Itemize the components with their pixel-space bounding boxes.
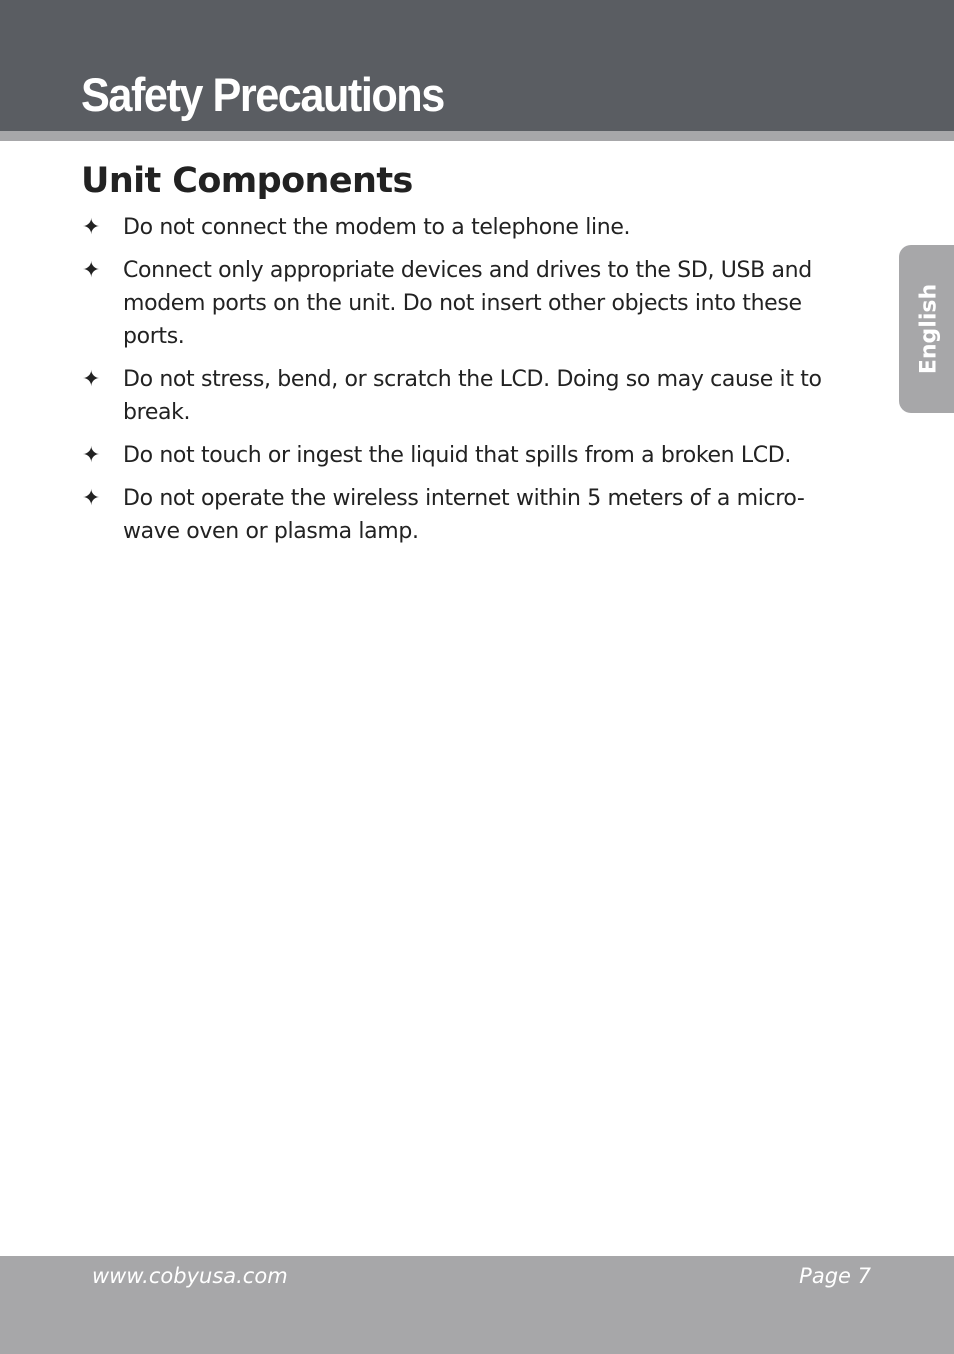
bullet-list (81, 211, 846, 558)
list-item (81, 254, 846, 353)
language-tab-label: English (916, 283, 942, 375)
header-stripe (0, 131, 954, 141)
sparkle-bullet-icon: ✦ (82, 215, 101, 240)
page-title: Safety Precautions (81, 68, 444, 121)
list-item (81, 482, 846, 548)
list-item-text: Connect only appropriate devices and drives to the SD, USB and modem ports on the unit. Do not insert other objects into these ports. (123, 258, 812, 349)
list-item-text: Do not operate the wireless internet within 5 meters of a micro-wave oven or plasma lamp. (123, 486, 805, 544)
list-item-text: Do not connect the modem to a telephone line. (123, 215, 631, 240)
sparkle-bullet-icon: ✦ (82, 367, 101, 392)
list-item (81, 211, 846, 244)
list-item (81, 363, 846, 429)
list-item-text: Do not touch or ingest the liquid that spills from a broken LCD. (123, 443, 792, 468)
list-item (81, 439, 846, 472)
section-title: Unit Components (81, 161, 413, 201)
sparkle-bullet-icon: ✦ (82, 443, 101, 468)
page-number: Page 7 (799, 1264, 871, 1288)
sparkle-bullet-icon: ✦ (82, 486, 101, 511)
language-tab (899, 245, 954, 413)
sparkle-bullet-icon: ✦ (82, 258, 101, 283)
footer-url: www.cobyusa.com (92, 1264, 288, 1288)
list-item-text: Do not stress, bend, or scratch the LCD. Doing so may cause it to break. (123, 367, 822, 425)
